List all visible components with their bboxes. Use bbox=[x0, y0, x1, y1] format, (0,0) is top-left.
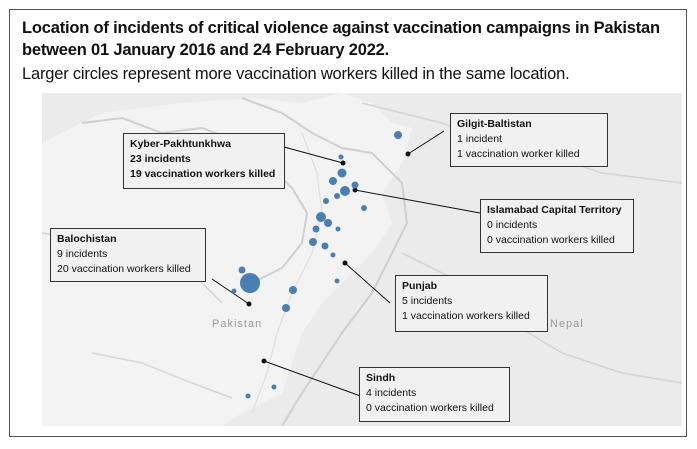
region-killed: 0 vaccination workers killed bbox=[487, 234, 615, 246]
region-incidents: 23 incidents bbox=[130, 153, 191, 165]
region-killed: 1 vaccination worker killed bbox=[457, 148, 580, 160]
leader-end-pun bbox=[343, 261, 348, 266]
region-killed: 0 vaccination workers killed bbox=[366, 402, 494, 414]
incident-dot bbox=[313, 226, 320, 233]
incident-dot bbox=[334, 193, 340, 199]
country-label-nepal: Nepal bbox=[550, 318, 584, 330]
region-incidents: 9 incidents bbox=[57, 248, 108, 260]
incident-dot bbox=[331, 253, 336, 258]
callout-balochistan bbox=[50, 228, 206, 282]
incident-dot bbox=[272, 385, 277, 390]
incident-dot bbox=[335, 279, 340, 284]
region-incidents: 4 incidents bbox=[366, 387, 417, 399]
callout-islamabad bbox=[480, 199, 634, 253]
callout-sindh bbox=[359, 367, 510, 422]
leader-end-gb bbox=[406, 152, 411, 157]
leader-end-bal bbox=[247, 302, 252, 307]
region-name: Balochistan bbox=[57, 233, 117, 245]
leader-end-sin bbox=[262, 359, 267, 364]
incident-dot bbox=[240, 273, 260, 293]
figure-title: Location of incidents of critical violence against vaccination campaigns in Pakistan between 01 January 2016 and 24 February 2022. bbox=[22, 19, 660, 59]
region-name: Islamabad Capital Territory bbox=[487, 204, 622, 216]
incident-dot bbox=[361, 205, 367, 211]
country-label-pakistan: Pakistan bbox=[212, 318, 263, 330]
incident-dot bbox=[316, 212, 326, 222]
incident-dot bbox=[339, 155, 344, 160]
incident-dot bbox=[394, 131, 402, 139]
callout-kyber-pakhtunkhwa bbox=[123, 133, 285, 189]
incident-dot bbox=[322, 243, 329, 250]
incident-dot bbox=[232, 289, 237, 294]
leader-line-gb bbox=[408, 131, 444, 154]
incident-dot bbox=[352, 182, 359, 189]
region-incidents: 5 incidents bbox=[402, 295, 453, 307]
incident-dot bbox=[336, 227, 341, 232]
region-killed: 1 vaccination workers killed bbox=[402, 310, 530, 322]
incident-dot bbox=[338, 169, 347, 178]
region-name: Kyber-Pakhtunkhwa bbox=[130, 138, 231, 150]
region-name: Punjab bbox=[402, 280, 438, 292]
incident-dot bbox=[323, 198, 329, 204]
region-killed: 19 vaccination workers killed bbox=[130, 168, 276, 180]
region-name: Gilgit-Baltistan bbox=[457, 118, 532, 130]
callout-gilgit-baltistan bbox=[450, 113, 608, 167]
callout-punjab bbox=[395, 275, 548, 332]
incident-dot bbox=[309, 238, 317, 246]
incident-dot bbox=[282, 304, 290, 312]
region-incidents: 1 incident bbox=[457, 133, 502, 145]
incident-dot bbox=[329, 177, 337, 185]
incident-dot bbox=[289, 286, 297, 294]
region-incidents: 0 incidents bbox=[487, 219, 538, 231]
region-killed: 20 vaccination workers killed bbox=[57, 263, 191, 275]
incident-dot bbox=[324, 219, 332, 227]
incident-dot bbox=[246, 394, 251, 399]
region-name: Sindh bbox=[366, 372, 396, 384]
leader-end-kp bbox=[341, 161, 346, 166]
incident-dot bbox=[239, 267, 246, 274]
incident-dot bbox=[340, 186, 350, 196]
figure-subtitle: Larger circles represent more vaccination workers killed in the same location. bbox=[22, 65, 570, 83]
